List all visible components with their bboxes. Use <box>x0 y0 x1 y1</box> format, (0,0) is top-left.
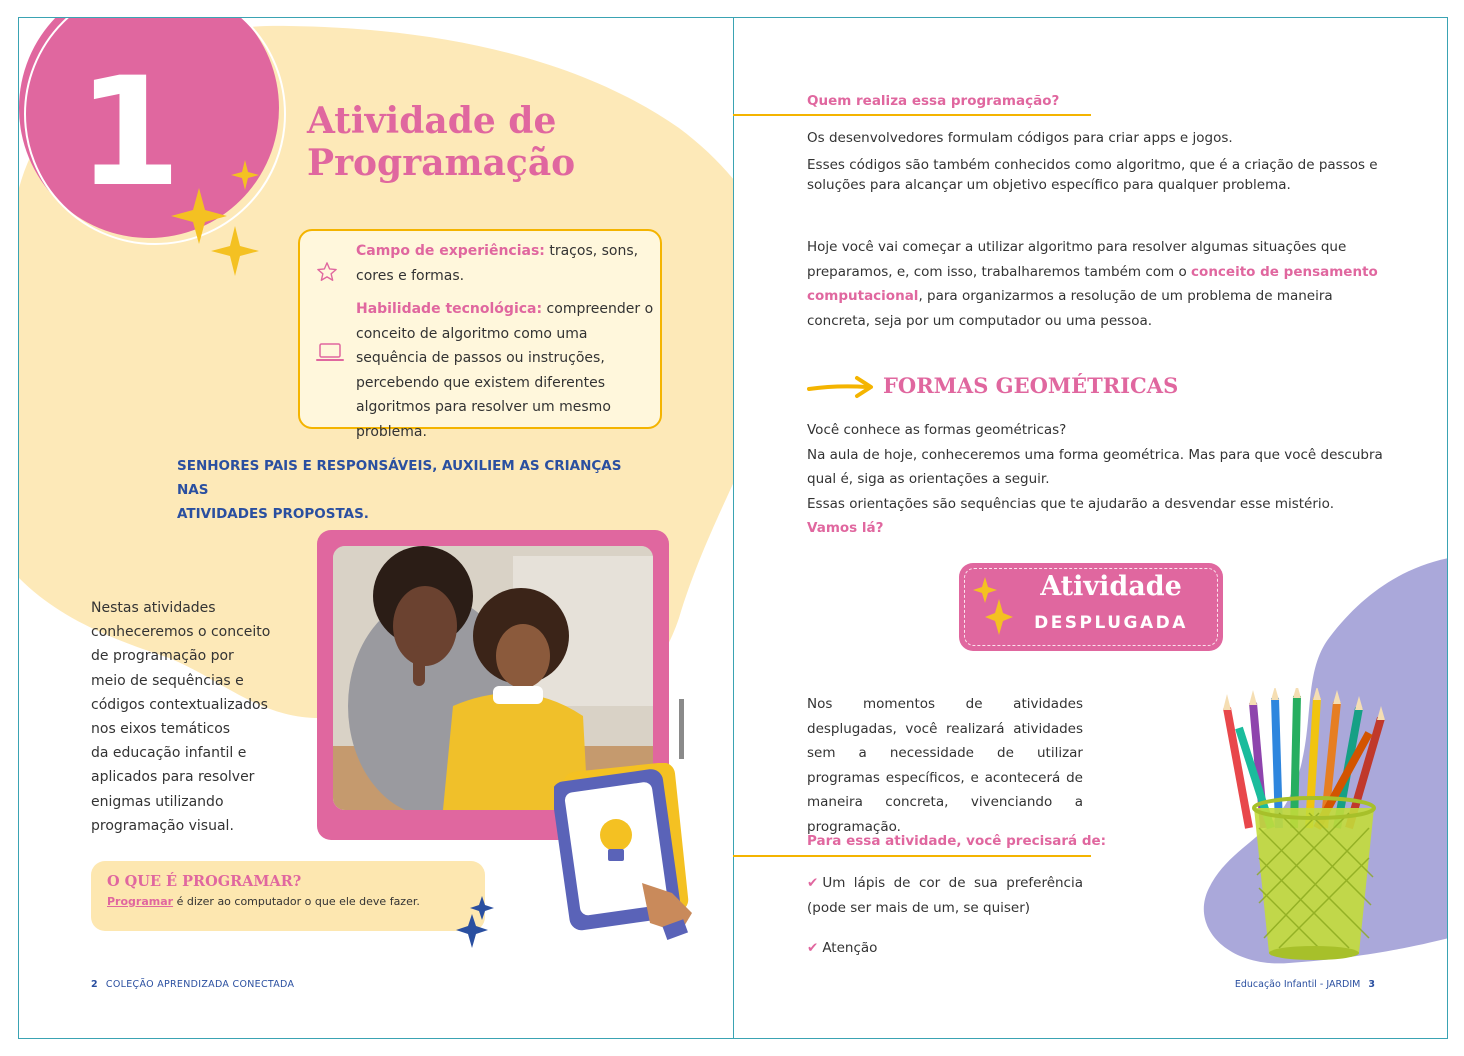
highlight-concept: conceito de pensamento <box>1191 263 1378 280</box>
info-box <box>298 229 662 440</box>
pencil-cup-illustration <box>1209 688 1409 968</box>
parents-notice-line-2: ATIVIDADES PROPOSTAS. <box>177 506 369 522</box>
paragraph-2-line-2: soluções para alcançar um objetivo específico para qualquer problema. <box>807 177 1291 193</box>
heading-underline <box>733 114 1091 116</box>
book-spread <box>18 17 1448 1039</box>
materials-item-text: Atenção <box>822 940 878 956</box>
title-line-1: Atividade de <box>307 100 557 142</box>
body-line: conheceremos o conceito <box>91 624 271 641</box>
laptop-icon <box>316 343 344 363</box>
body-line: Nestas atividades <box>91 600 216 616</box>
body-line: de programação por <box>91 648 234 665</box>
formas-paragraph <box>807 418 1383 541</box>
page-title <box>307 100 637 184</box>
formas-line: Na aula de hoje, conheceremos uma forma geométrica. Mas para que você descubra <box>807 446 1383 463</box>
paragraph-1: Os desenvolvedores formulam códigos para criar apps e jogos. <box>807 130 1233 146</box>
paragraph-3-line-4: concreta, seja por um computador ou uma pessoa. <box>807 312 1153 329</box>
left-body-text <box>91 596 291 838</box>
tech-skill <box>356 297 656 444</box>
sparkle-icon <box>973 577 1013 637</box>
left-footer <box>91 979 294 990</box>
programar-link[interactable]: Programar <box>107 895 174 908</box>
badge-title: Atividade <box>1040 571 1182 602</box>
right-footer <box>1235 979 1375 990</box>
materials-item <box>807 936 1083 961</box>
arrow-right-icon <box>807 375 877 399</box>
paragraph-2-line-1: Esses códigos são também conhecidos como algoritmo, que é a criação de passos e <box>807 157 1378 173</box>
formas-line: Você conhece as formas geométricas? <box>807 422 1067 438</box>
what-is-programming-title: O QUE É PROGRAMAR? <box>107 873 302 890</box>
sparkle-icon <box>169 158 269 288</box>
unplugged-activity-badge <box>959 563 1223 651</box>
chapter-number: 1 <box>77 46 182 220</box>
what-is-programming-text <box>107 895 420 908</box>
left-page-number: 2 <box>91 979 98 990</box>
check-icon: ✔ <box>807 940 819 956</box>
section-title: FORMAS GEOMÉTRICAS <box>883 373 1179 398</box>
body-line: enigmas utilizando <box>91 793 224 810</box>
lets-go: Vamos lá? <box>807 520 884 536</box>
what-is-programming-box <box>91 861 485 931</box>
parents-notice-line-1: SENHORES PAIS E RESPONSÁVEIS, AUXILIEM AS CRIANÇAS NAS <box>177 458 622 498</box>
materials-heading: Para essa atividade, você precisará de: <box>807 833 1107 849</box>
who-heading: Quem realiza essa programação? <box>807 93 1060 109</box>
body-line: nos eixos temáticos <box>91 721 231 738</box>
series-name: Educação Infantil - JARDIM <box>1234 979 1361 990</box>
collection-name: COLEÇÃO APRENDIZADA CONECTADA <box>105 979 295 990</box>
paragraph-3-text-2: , para organizarmos a resolução de um problema de maneira <box>918 288 1333 304</box>
skill-label: Habilidade tecnológica: <box>356 301 543 317</box>
check-icon: ✔ <box>807 875 819 891</box>
paragraph-3-line-3 <box>807 284 1378 309</box>
blue-sparkle-icon <box>456 896 496 950</box>
materials-item <box>807 871 1083 920</box>
badge-subtitle: DESPLUGADA <box>1034 613 1188 633</box>
field-label: Campo de experiências: <box>356 243 545 259</box>
paragraph-3 <box>807 235 1378 333</box>
skill-text: compreender o conceito de algoritmo como uma sequência de passos ou instruções, percebendo que existem diferentes algoritmos para resolver um mesmo problema. <box>356 301 654 440</box>
star-icon <box>316 261 338 283</box>
paragraph-3-text: preparamos, e, com isso, trabalharemos também com o <box>807 263 1192 280</box>
paragraph-2 <box>807 155 1378 195</box>
right-page-number: 3 <box>1368 979 1375 990</box>
formas-line: Essas orientações são sequências que te ajudarão a desvendar esse mistério. <box>807 495 1334 512</box>
body-line: códigos contextualizados <box>91 696 268 713</box>
field-text: traços, sons, cores e formas. <box>356 243 639 284</box>
tablet-lightbulb-illustration <box>554 763 694 943</box>
field-of-experience <box>356 239 646 288</box>
materials-underline <box>733 855 1091 857</box>
what-is-programming-definition: é dizer ao computador o que ele deve fazer. <box>173 895 420 908</box>
body-line: programação visual. <box>91 817 234 834</box>
materials-item-text: Um lápis de cor de sua preferência (pode ser mais de um, se quiser) <box>807 875 1083 916</box>
paragraph-3-line-2 <box>807 260 1378 285</box>
body-line: meio de sequências e <box>91 672 244 689</box>
body-line: da educação infantil e <box>91 745 247 762</box>
scroll-bar-mark <box>679 699 684 759</box>
paragraph-3-line-1: Hoje você vai começar a utilizar algoritmo para resolver algumas situações que <box>807 239 1347 255</box>
title-line-2: Programação <box>307 142 576 184</box>
formas-line: qual é, siga as orientações a seguir. <box>807 471 1050 487</box>
body-line: aplicados para resolver <box>91 769 255 786</box>
page-divider <box>733 18 734 1038</box>
parents-notice <box>177 454 647 526</box>
unplugged-description: Nos momentos de atividades desplugadas, você realizará atividades sem a necessidade de utilizar programas específicos, e acontecerá de maneira concreta, vivenciando a programação. <box>807 696 1083 835</box>
highlight-computational: computacional <box>807 288 919 304</box>
